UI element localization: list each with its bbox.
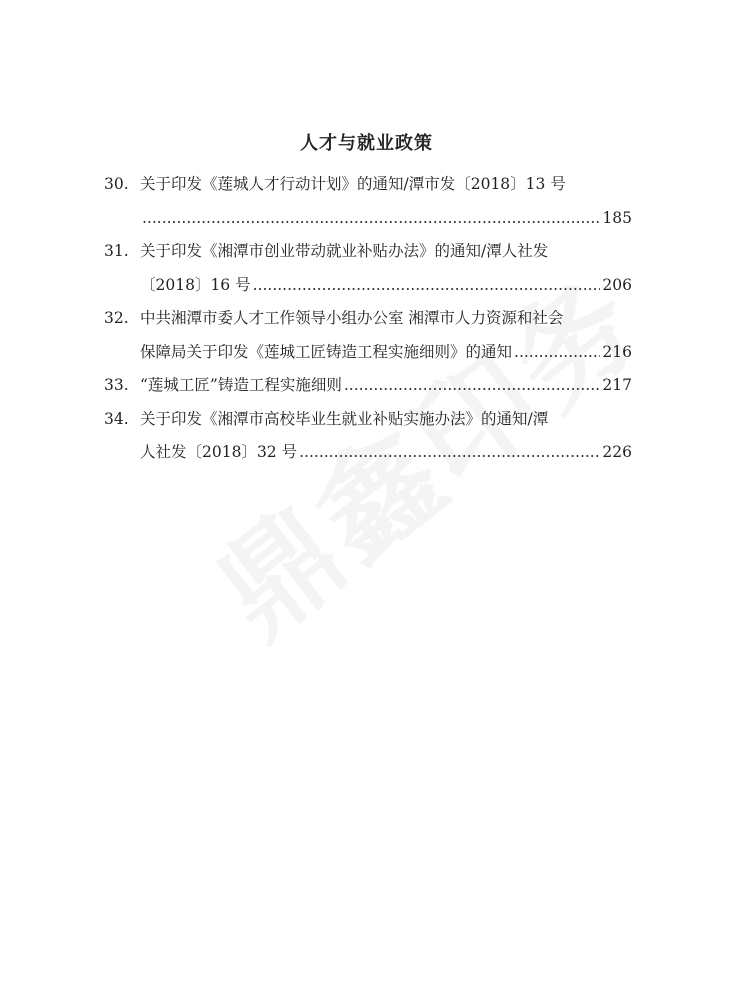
entry-number: 31.	[104, 242, 129, 260]
entry-title-continued: 保障局关于印发《莲城工匠铸造工程实施细则》的通知	[140, 342, 513, 361]
toc-entry-31[interactable]	[104, 235, 632, 302]
entry-title: 关于印发《莲城人才行动计划》的通知/潭市发〔2018〕13 号	[140, 175, 566, 193]
entry-page-number: 185	[602, 208, 632, 227]
entry-title-continued: 〔2018〕16 号	[140, 275, 251, 294]
toc-entry-33[interactable]	[104, 369, 632, 403]
entry-number: 32.	[104, 309, 129, 327]
entry-number: 33.	[104, 376, 129, 394]
entry-title: “莲城工匠”铸造工程实施细则	[140, 376, 342, 394]
dot-leader	[253, 269, 601, 303]
entry-title-continued: 人社发〔2018〕32 号	[140, 443, 298, 461]
table-of-contents	[104, 168, 632, 470]
entry-page-number: 217	[602, 376, 632, 394]
entry-title: 关于印发《湘潭市高校毕业生就业补贴实施办法》的通知/潭	[140, 409, 549, 428]
toc-entry-32[interactable]	[104, 302, 632, 369]
dot-leader	[514, 336, 600, 370]
section-title: 人才与就业政策	[300, 133, 433, 154]
entry-number: 30.	[104, 175, 129, 193]
entry-page-number: 216	[602, 342, 632, 361]
toc-entry-34[interactable]	[104, 403, 632, 470]
entry-title: 关于印发《湘潭市创业带动就业补贴办法》的通知/潭人社发	[140, 242, 549, 260]
dot-leader	[344, 369, 601, 403]
entry-page-number: 226	[602, 443, 632, 461]
dot-leader	[142, 202, 600, 236]
toc-entry-30[interactable]	[104, 168, 632, 235]
entry-title: 中共湘潭市委人才工作领导小组办公室 湘潭市人力资源和社会	[140, 309, 564, 327]
entry-number: 34.	[104, 409, 129, 428]
dot-leader	[299, 436, 600, 470]
entry-page-number: 206	[602, 275, 632, 294]
